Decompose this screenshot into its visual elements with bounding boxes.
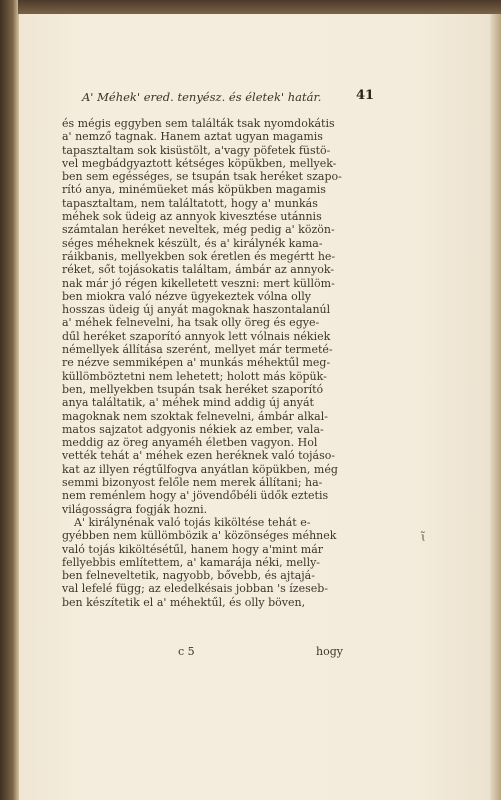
catchword: hogy bbox=[316, 645, 343, 658]
text-line: számtalan heréket neveltek, még pedig a' közön- bbox=[62, 223, 335, 237]
book-top-edge bbox=[18, 0, 501, 14]
text-line: magoknak nem szoktak felnevelni, ámbár alkal- bbox=[62, 409, 328, 423]
margin-mark: ɩ̃ bbox=[421, 530, 426, 544]
text-line: ben készítetik el a' méhektűl, és olly böven, bbox=[62, 595, 306, 609]
text-line: gyébben nem küllömbözik a' közönséges méhnek bbox=[62, 529, 337, 543]
running-title: A' Méhek' ered. tenyész. és életek' határ. bbox=[82, 90, 322, 104]
text-line: semmi bizonyost felőle nem merek állítani; ha- bbox=[62, 476, 323, 490]
page-edge bbox=[490, 14, 501, 800]
text-line: vették tehát a' méhek ezen heréknek való tojáso- bbox=[62, 449, 336, 463]
text-line: méhek sok üdeig az annyok kivesztése utánnis bbox=[62, 210, 322, 224]
text-line: meddig az öreg anyaméh életben vagyon. Hol bbox=[62, 436, 318, 450]
text-line: és mégis eggyben sem találták tsak nyomdokátis bbox=[62, 117, 335, 130]
body-text bbox=[62, 117, 358, 609]
text-line: anya találtatik, a' méhek mind addig új anyát bbox=[62, 396, 314, 410]
text-line: ben miokra való nézve ügyekeztek vólna olly bbox=[62, 289, 311, 303]
text-line: némellyek állítása szerént, mellyet már termeté- bbox=[62, 343, 333, 357]
text-line: vel megbádgyaztott kétséges köpükben, mellyek- bbox=[62, 156, 337, 170]
text-line: rító anya, minémüeket más köpükben magamis bbox=[62, 183, 326, 197]
text-line: tapasztaltam, nem találtatott, hogy a' munkás bbox=[62, 196, 318, 210]
book-gutter bbox=[0, 0, 18, 800]
text-line: tapasztaltam sok kisüstölt, a'vagy pöfetek füstö- bbox=[62, 143, 331, 157]
text-line: A' királynénak való tojás kiköltése tehát e- bbox=[74, 515, 311, 529]
page-number: 41 bbox=[356, 88, 375, 103]
paragraph-1 bbox=[62, 117, 358, 516]
text-line: ben, mellyekben tsupán tsak heréket szaporító bbox=[62, 382, 324, 396]
paragraph-2 bbox=[62, 516, 358, 609]
text-line: ben felneveltetik, nagyobb, bővebb, és ajtajá- bbox=[62, 569, 315, 583]
text-line: dűl heréket szaporító annyok lett vólnais nékiek bbox=[62, 329, 331, 343]
text-line: séges méheknek készült, és a' királynék kama- bbox=[62, 236, 323, 250]
text-line: küllömböztetni nem lehetett; holott más köpük- bbox=[62, 369, 327, 383]
text-line: kat az illyen régtűlfogva anyátlan köpükben, még bbox=[62, 462, 338, 476]
text-line: világosságra fogják hozni. bbox=[62, 502, 208, 516]
text-line: ben sem egésséges, se tsupán tsak heréket szapo- bbox=[62, 170, 342, 184]
text-line: re nézve semmiképen a' munkás méhektűl meg- bbox=[62, 356, 331, 370]
text-line: való tojás kiköltésétűl, hanem hogy a'mint már bbox=[62, 542, 324, 556]
text-line: nem reménlem hogy a' jövendőbéli üdők eztetis bbox=[62, 489, 329, 503]
text-line: a' nemző tagnak. Hanem aztat ugyan magamis bbox=[62, 130, 323, 144]
text-line: val lefelé függ; az eledelkésais jobban 's ízeseb- bbox=[62, 582, 329, 596]
text-line: fellyebbis említettem, a' kamarája néki, melly- bbox=[62, 555, 321, 569]
text-line: réket, sőt tojásokatis találtam, ámbár az annyok- bbox=[62, 263, 335, 277]
text-line: nak már jó régen kikelletett veszni: mert küllöm- bbox=[62, 276, 335, 290]
text-line: hosszas üdeig új anyát magoknak haszontalanúl bbox=[62, 303, 331, 317]
signature-mark: c 5 bbox=[178, 645, 195, 658]
text-line: a' méhek felnevelni, ha tsak olly öreg és egye- bbox=[62, 316, 320, 330]
text-line: matos sajzatot adgyonis nékiek az ember, vala- bbox=[62, 422, 324, 436]
text-line: ráikbanis, mellyekben sok éretlen és megértt he- bbox=[62, 249, 336, 263]
